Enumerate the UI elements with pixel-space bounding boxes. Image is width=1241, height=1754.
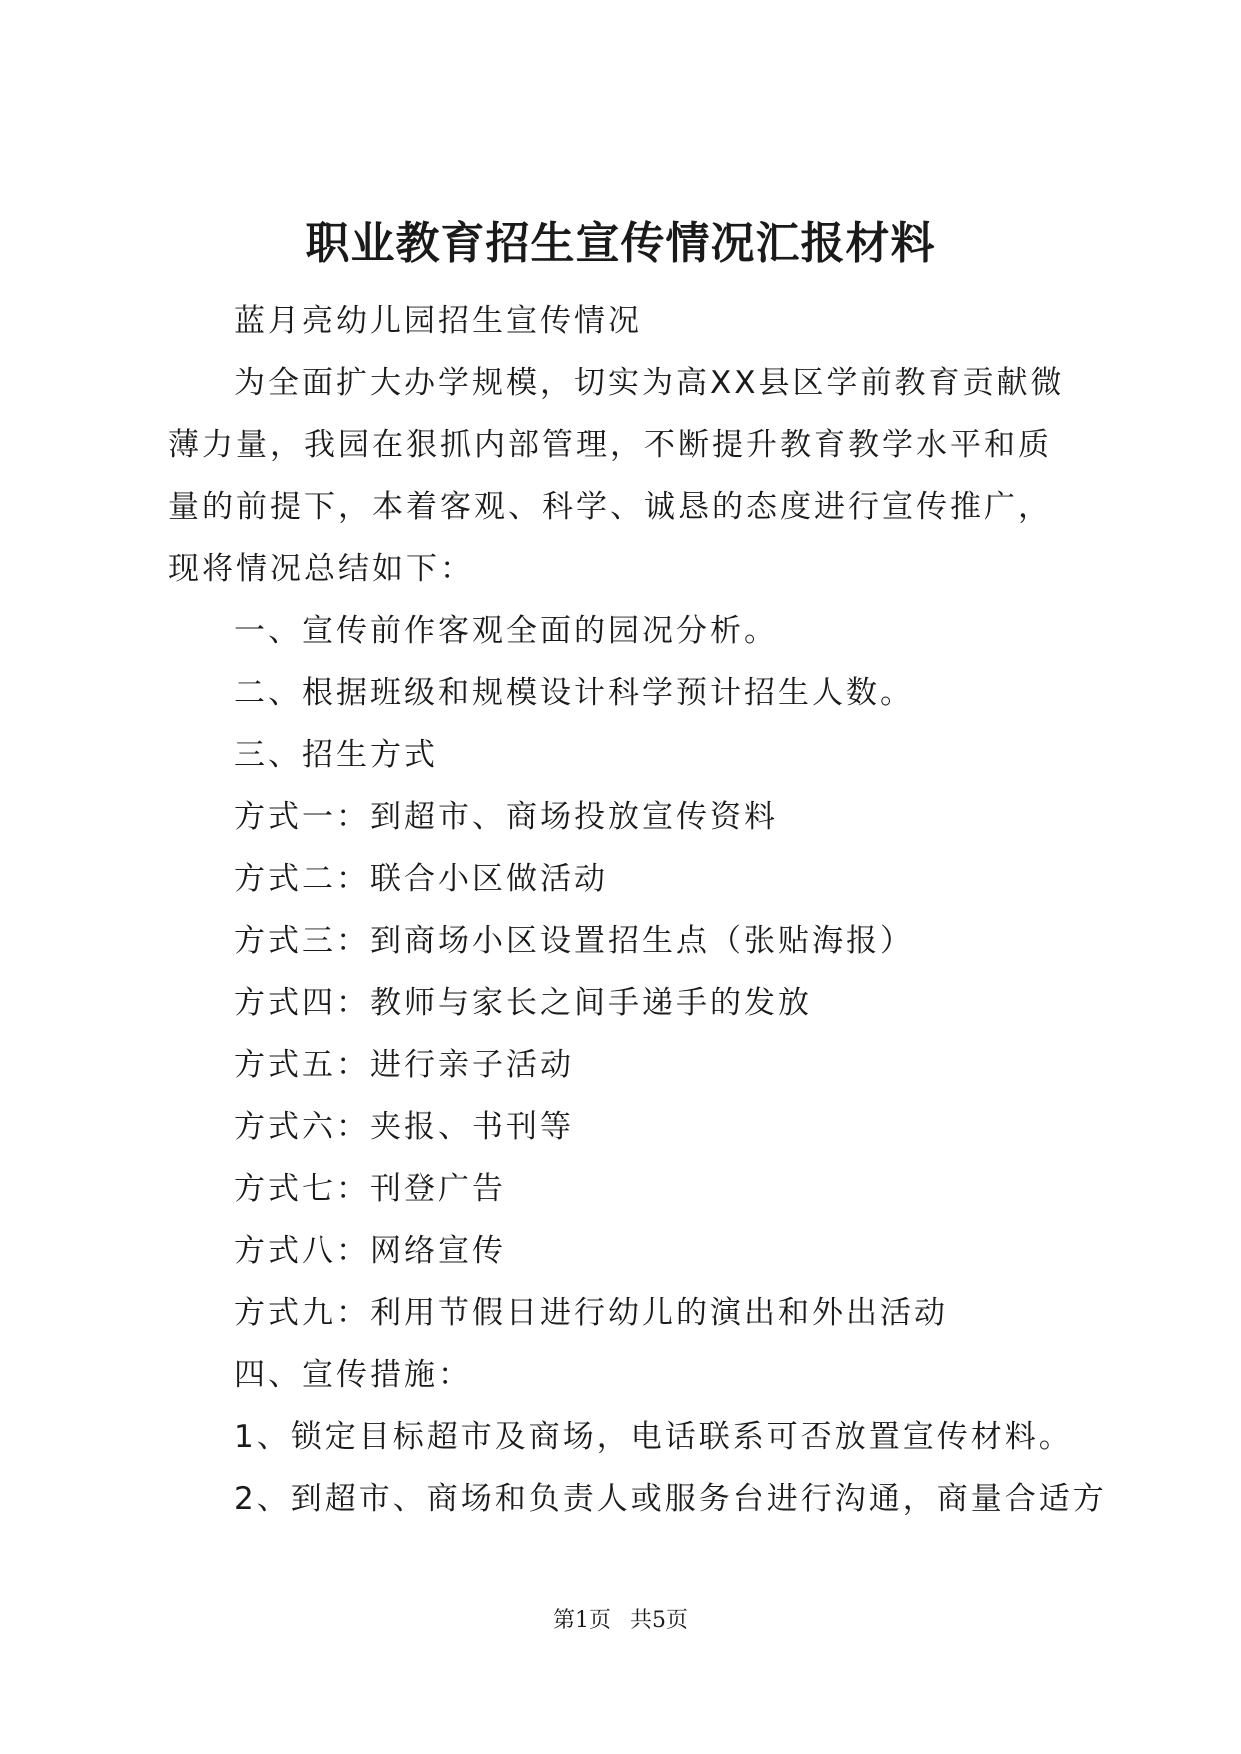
- paragraph: 蓝月亮幼儿园招生宣传情况: [234, 303, 642, 339]
- paragraph: 方式七：刊登广告: [234, 1171, 506, 1207]
- paragraph: 三、招生方式: [234, 737, 438, 773]
- paragraph: 方式二：联合小区做活动: [234, 861, 608, 897]
- paragraph: 四、宣传措施：: [234, 1357, 472, 1393]
- paragraph: 一、宣传前作客观全面的园况分析。: [234, 613, 778, 649]
- paragraph: 方式一：到超市、商场投放宣传资料: [234, 799, 778, 835]
- page-footer: [0, 1610, 1241, 1632]
- paragraph: 二、根据班级和规模设计科学预计招生人数。: [234, 675, 914, 711]
- paragraph: 2、到超市、商场和负责人或服务台进行沟通，商量合适方: [234, 1481, 1107, 1517]
- document-body: [168, 290, 1107, 1530]
- paragraph: 方式六：夹报、书刊等: [234, 1109, 574, 1145]
- paragraph: 方式四：教师与家长之间手递手的发放: [234, 985, 812, 1021]
- page-number: 第1页: [553, 1608, 611, 1633]
- paragraph: 方式八：网络宣传: [234, 1233, 506, 1269]
- paragraph: 为全面扩大办学规模，切实为高XX县区学前教育贡献微薄力量，我园在狠抓内部管理，不断提升教育教学水平和质量的前提下，本着客观、科学、诚恳的态度进行宣传推广，现将情况总结如下：: [168, 365, 1065, 587]
- paragraph: 方式九：利用节假日进行幼儿的演出和外出活动: [234, 1295, 948, 1331]
- paragraph: 方式三：到商场小区设置招生点（张贴海报）: [234, 923, 914, 959]
- document-title: 职业教育招生宣传情况汇报材料: [305, 218, 936, 269]
- paragraph: 1、锁定目标超市及商场，电话联系可否放置宣传材料。: [234, 1419, 1073, 1455]
- paragraph: 方式五：进行亲子活动: [234, 1047, 574, 1083]
- page-total: 共5页: [630, 1608, 688, 1633]
